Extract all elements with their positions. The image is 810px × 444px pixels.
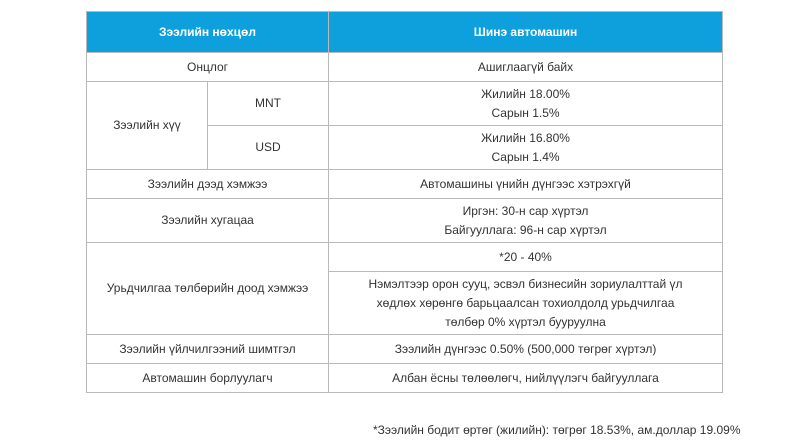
rate-mnt-monthly: Сарын 1.5% bbox=[491, 105, 560, 120]
footnote: *Зээлийн бодит өртөг (жилийн): төгрөг 18.53%, ам.доллар 19.09% bbox=[373, 423, 741, 437]
term-value bbox=[329, 199, 723, 243]
max-amount-value: Автомашины үнийн дүнгээс хэтрэхгүй bbox=[329, 170, 723, 199]
condition-label: Онцлог bbox=[87, 53, 329, 82]
rate-usd-annual: Жилийн 16.80% bbox=[481, 130, 570, 145]
loan-conditions-table bbox=[86, 11, 723, 393]
rate-usd-monthly: Сарын 1.4% bbox=[491, 149, 560, 164]
down-payment-value: *20 - 40% bbox=[329, 243, 723, 272]
rate-currency-mnt: MNT bbox=[208, 82, 329, 126]
down-payment-note bbox=[329, 272, 723, 335]
table-row-down-payment bbox=[87, 243, 723, 272]
table-row-max-amount bbox=[87, 170, 723, 199]
table-row-dealer bbox=[87, 364, 723, 393]
dealer-label: Автомашин борлуулагч bbox=[87, 364, 329, 393]
table-row-service-fee bbox=[87, 335, 723, 364]
table-row-rate-mnt bbox=[87, 82, 723, 126]
table-header-row bbox=[87, 12, 723, 53]
rate-label: Зээлийн хүү bbox=[87, 82, 208, 170]
condition-value: Ашиглаагүй байх bbox=[329, 53, 723, 82]
term-individual: Иргэн: 30-н сар хүртэл bbox=[462, 203, 589, 218]
down-payment-note-line1: Нэмэлтээр орон сууц, эсвэл бизнесийн зориулалттай үл bbox=[368, 276, 683, 291]
down-payment-label: Урьдчилгаа төлбөрийн доод хэмжээ bbox=[87, 243, 329, 335]
rate-value-usd bbox=[329, 126, 723, 170]
down-payment-note-line2: хөдлөх хөрөнгө барьцаалсан тохиолдолд урьдчилгаа bbox=[376, 295, 675, 310]
header-loan-conditions: Зээлийн нөхцөл bbox=[87, 12, 329, 53]
term-label: Зээлийн хугацаа bbox=[87, 199, 329, 243]
term-organization: Байгууллага: 96-н сар хүртэл bbox=[444, 222, 607, 237]
table-row-term bbox=[87, 199, 723, 243]
service-fee-label: Зээлийн үйлчилгээний шимтгэл bbox=[87, 335, 329, 364]
rate-currency-usd: USD bbox=[208, 126, 329, 170]
down-payment-note-line3: төлбөр 0% хүртэл бууруулна bbox=[445, 314, 606, 329]
max-amount-label: Зээлийн дээд хэмжээ bbox=[87, 170, 329, 199]
rate-value-mnt bbox=[329, 82, 723, 126]
table-row-condition bbox=[87, 53, 723, 82]
dealer-value: Албан ёсны төлөөлөгч, нийлүүлэгч байгууллага bbox=[329, 364, 723, 393]
service-fee-value: Зээлийн дүнгээс 0.50% (500,000 төгрөг хүртэл) bbox=[329, 335, 723, 364]
header-new-car: Шинэ автомашин bbox=[329, 12, 723, 53]
rate-mnt-annual: Жилийн 18.00% bbox=[481, 86, 570, 101]
